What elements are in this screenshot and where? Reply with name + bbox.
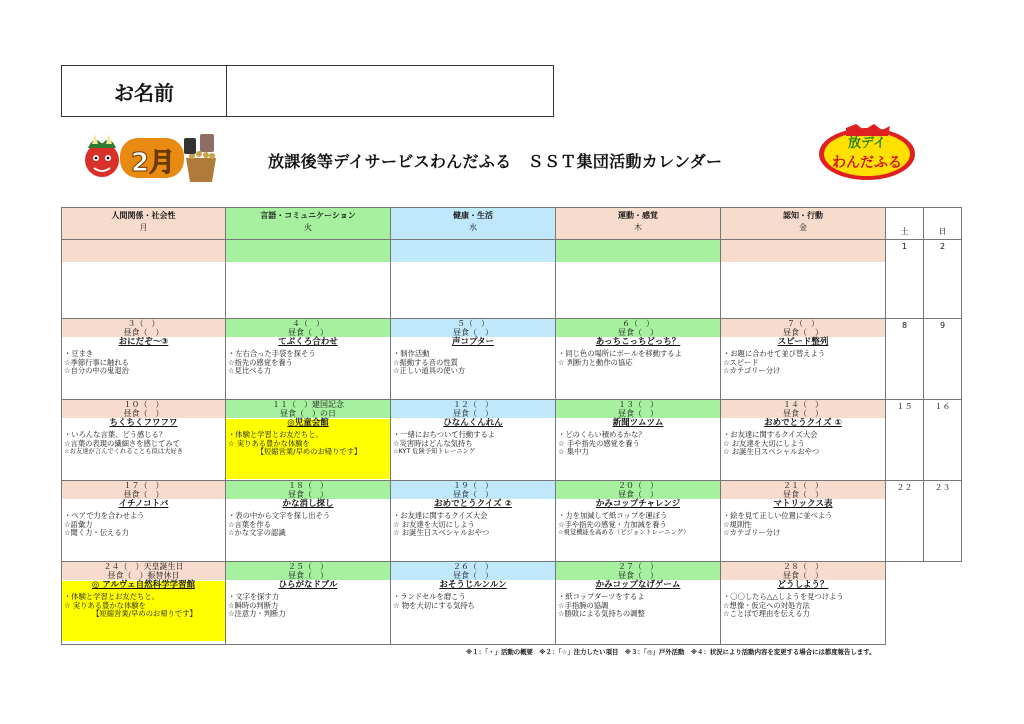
name-field[interactable] [227, 66, 553, 116]
day-cell: ２６（ ） 昼食（ ） おそうじルンルン ・ランドセルを磨こう ☆ 物を大切にする気持ち [391, 562, 556, 645]
month-text: 2月 [130, 148, 176, 178]
activity-name: ちくちくフワフワ [109, 418, 178, 429]
activity-name: おそうじルンルン [439, 580, 507, 591]
activity-name: ひらがなドブル [278, 580, 338, 591]
day-cell: １０（ ） 昼食（ ） ちくちくフワフワ ・いろんな言葉、どう感じる？ ☆言葉の表現の繊細さを感じてみて ☆お友達が言んでくれることも似は大好き [62, 400, 226, 481]
header-sun: 日 [924, 208, 962, 240]
calendar-table [61, 207, 962, 645]
month-badge [80, 130, 220, 184]
day-cell: １９（ ） 昼食（ ） おめでとうクイズ ② ・お友達に関するクイズ大会 ☆ お友達を大切にしよう ☆ お誕生日スペシャルおやつ [391, 481, 556, 562]
week-row-2 [62, 400, 962, 481]
sun-date: １６ [924, 400, 962, 481]
activity-name: イチノコトバ [118, 499, 169, 510]
sun-date: 2 [924, 240, 962, 319]
activity-name: スピード整列 [777, 337, 829, 348]
activity-name: てぶくろ合わせ [278, 337, 338, 348]
day-cell [62, 240, 226, 319]
sat-date [886, 562, 924, 645]
week-row-4 [62, 562, 962, 645]
logo [816, 122, 918, 182]
header-mon: 人間関係・社会性 月 [62, 208, 226, 240]
activity-name: おめでとうクイズ ① [764, 418, 842, 429]
logo-text-bottom: わんだふる [832, 155, 902, 171]
day-cell: ２８（ ） 昼食（ ） どうしよう？ ・〇〇したら△△しようを見つけよう ☆想像・仮定への対処方法 ☆ことばで理由を伝える力 [721, 562, 886, 645]
sat-date: 1 [886, 240, 924, 319]
header-row [62, 208, 962, 240]
day-cell: ３（ ） 昼食（ ） おにだぞ〜③ ・豆まき ☆季節行事に触れる ☆自分の中の鬼退治 [62, 319, 226, 400]
day-cell: ２１（ ） 昼食（ ） マトリックス表 ・絵を見て正しい位置に並べよう ☆規則性 ☆カテゴリー分け [721, 481, 886, 562]
activity-name: おめでとうクイズ ② [434, 499, 512, 510]
name-box [61, 65, 554, 117]
day-cell: ７（ ） 昼食（ ） スピード整列 ・お題に合わせて並び替えよう ☆スピード ☆カテゴリー分け [721, 319, 886, 400]
activity-name: おにだぞ〜③ [118, 337, 169, 348]
activity-name: マトリックス表 [773, 499, 833, 510]
day-cell: １４（ ） 昼食（ ） おめでとうクイズ ① ・お友達に関するクイズ大会 ☆ お友達を大切にしよう ☆ お誕生日スペシャルおやつ [721, 400, 886, 481]
activity-name: 新聞ツムツム [612, 418, 664, 429]
day-cell: ２４（ ）天皇誕生日 昼食（ ）振替休日 ◎ アルヴェ自然科学学習館 ・体験と学習とお友だちと。 ☆ 実りある豊かな体験を 【短縮営業/早めのお帰りです】 [62, 562, 226, 645]
week-row-0 [62, 240, 962, 319]
day-cell: １１（ ）建国記念 昼食（ ）の日 ◎児童会館 ・体験と学習とお友だちと。 ☆ 実りある豊かな体験を 【短縮営業/早めのお帰りです】 [226, 400, 391, 481]
day-cell: １２（ ） 昼食（ ） ひなんくんれん ・一緒におちついて行動するよ ☆災害時はどんな気持ち ☆KYT 危険予知トレーニング [391, 400, 556, 481]
logo-text-top: 放デイ [847, 136, 887, 151]
day-cell: １３（ ） 昼食（ ） 新聞ツムツム ・どのくらい積めるかな？ ☆ 手や指先の感覚を養う ☆ 集中力 [556, 400, 721, 481]
day-cell: １８（ ） 昼食（ ） かな消し探し ・表の中から文字を探し出そう ☆言葉を作る ☆かな文字の認識 [226, 481, 391, 562]
sun-date: 9 [924, 319, 962, 400]
sat-date: ２２ [886, 481, 924, 562]
sat-date: １５ [886, 400, 924, 481]
sun-date [924, 562, 962, 645]
sun-date: ２３ [924, 481, 962, 562]
header-sat: 土 [886, 208, 924, 240]
header-fri: 認知・行動 金 [721, 208, 886, 240]
day-cell [391, 240, 556, 319]
header-tue: 言語・コミュニケーション 火 [226, 208, 391, 240]
footnote: ※１：「・」活動の概要 ※２：「☆」注力したい項目 ※３：「◎」戸外活動 ※４：状況により活動内容を変更する場合には都度報告します。 [466, 648, 876, 656]
name-label: お名前 [62, 66, 227, 116]
header-thu: 運動・感覚 木 [556, 208, 721, 240]
day-cell: ６（ ） 昼食（ ） あっちこっちどっち？ ・同じ色の場所にボールを移動するよ ☆ 判断力と動作の協応 [556, 319, 721, 400]
day-cell: ２７（ ） 昼食（ ） かみコップなげゲーム ・紙コップダーツをするよ ☆手指腕の協調 ☆勝敗による気持ちの調整 [556, 562, 721, 645]
sat-date: 8 [886, 319, 924, 400]
activity-name: あっちこっちどっち？ [595, 337, 681, 348]
day-cell: ５（ ） 昼食（ ） 声コプター ・制作活動 ☆振動する音の性質 ☆正しい道具の使い方 [391, 319, 556, 400]
activity-name: ◎児童会館 [287, 418, 329, 429]
day-cell: ２０（ ） 昼食（ ） かみコップチャレンジ ・力を加減して紙コップを運ぼう ☆手や指先の感覚・力加減を養う ☆視覚機能を高める（ビジョントレーニング） [556, 481, 721, 562]
activity-name: かみコップなげゲーム [595, 580, 681, 591]
activity-name: かな消し探し [282, 499, 334, 510]
activity-name: かみコップチャレンジ [595, 499, 681, 510]
activity-name: 声コプター [452, 337, 494, 348]
day-cell: ２５（ ） 昼食（ ） ひらがなドブル ・文字を探す力 ☆瞬時の判断力 ☆注意力・判断力 [226, 562, 391, 645]
day-cell: ４（ ） 昼食（ ） てぶくろ合わせ ・左右合った手袋を探そう ☆指先の感覚を養う ☆見比べる力 [226, 319, 391, 400]
week-row-3 [62, 481, 962, 562]
activity-name: ひなんくんれん [443, 418, 503, 429]
header-wed: 健康・生活 水 [391, 208, 556, 240]
week-row-1 [62, 319, 962, 400]
activity-name: ◎ アルヴェ自然科学学習館 [91, 580, 196, 591]
page-title: 放課後等デイサービスわんだふる ＳＳＴ集団活動カレンダー [268, 152, 723, 171]
day-cell [721, 240, 886, 319]
day-cell: １７（ ） 昼食（ ） イチノコトバ ・ペアで力を合わせよう ☆語彙力 ☆聞く力・伝える力 [62, 481, 226, 562]
day-cell [226, 240, 391, 319]
day-cell [556, 240, 721, 319]
activity-name: どうしよう？ [777, 580, 829, 591]
